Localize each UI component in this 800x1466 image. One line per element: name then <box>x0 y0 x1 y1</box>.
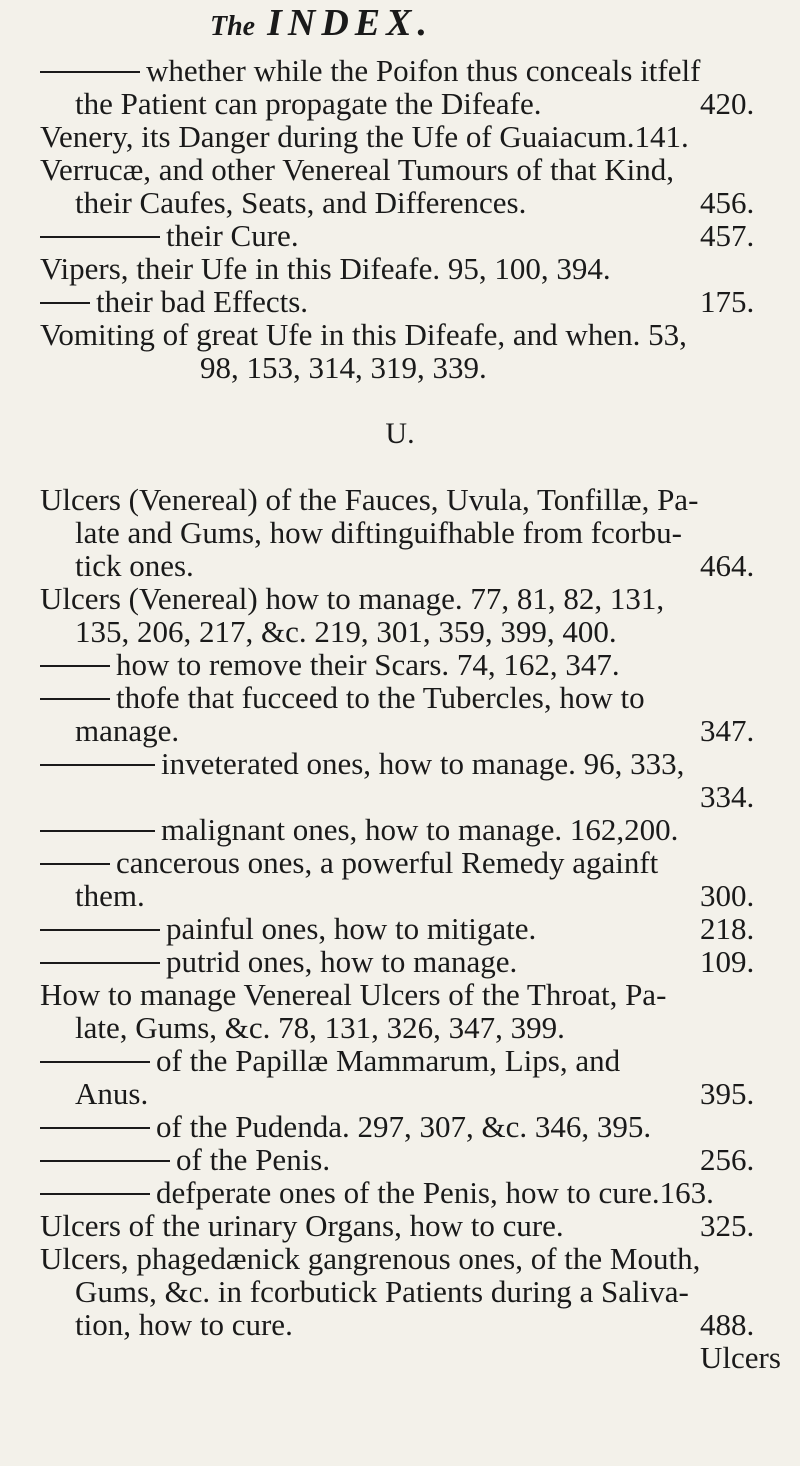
index-line <box>0 648 800 681</box>
index-entry-text: the Patient can propagate the Difeafe. <box>75 86 542 121</box>
index-entry-text: of the Penis. <box>40 1143 330 1176</box>
page-number: 456. <box>700 185 755 220</box>
index-entry-text: of the Pudenda. 297, 307, &c. 346, 395. <box>40 1110 651 1143</box>
ditto-dash <box>40 71 140 73</box>
index-line <box>0 780 800 813</box>
index-line <box>0 417 800 450</box>
index-entry-text: Venery, its Danger during the Ufe of Guaiacum.141. <box>40 119 689 154</box>
index-entry-text: Ulcers, phagedænick gangrenous ones, of the Mouth, <box>40 1241 701 1276</box>
index-entry-text: Vomiting of great Ufe in this Difeafe, and when. 53, <box>40 317 687 352</box>
ditto-dash <box>40 863 110 865</box>
index-line <box>0 252 800 285</box>
index-line <box>0 450 800 483</box>
ditto-dash <box>40 962 160 964</box>
index-entry-text: of the Papillæ Mammarum, Lips, and <box>40 1044 620 1077</box>
page-header <box>210 0 590 50</box>
index-entry-text: their bad Effects. <box>40 285 308 318</box>
index-entry-text: tick ones. <box>75 548 194 583</box>
index-line <box>0 912 800 945</box>
page-number: 256. <box>700 1142 755 1177</box>
index-line <box>0 153 800 186</box>
index-entry-text: how to remove their Scars. 74, 162, 347. <box>40 648 620 681</box>
page-number: 395. <box>700 1076 755 1111</box>
page-number: 175. <box>700 284 755 319</box>
ditto-dash <box>40 929 160 931</box>
catchword: Ulcers <box>700 1340 781 1375</box>
index-entry-text: Verrucæ, and other Venereal Tumours of that Kind, <box>40 152 674 187</box>
index-line <box>0 54 800 87</box>
page-number: 420. <box>700 86 755 121</box>
index-line <box>0 285 800 318</box>
ditto-dash <box>40 1127 150 1129</box>
index-line <box>0 219 800 252</box>
ditto-dash <box>40 665 110 667</box>
ditto-dash <box>40 236 160 238</box>
index-entry-text: late and Gums, how diftinguifhable from fcorbu- <box>75 515 682 550</box>
index-entry-text: 98, 153, 314, 319, 339. <box>200 350 487 385</box>
index-line <box>0 1110 800 1143</box>
index-entry-text: cancerous ones, a powerful Remedy againft <box>40 846 658 879</box>
ditto-dash <box>40 1061 150 1063</box>
page-number: 325. <box>700 1208 755 1243</box>
index-entry-text: Ulcers of the urinary Organs, how to cure. <box>40 1208 564 1243</box>
index-entry-text: Vipers, their Ufe in this Difeafe. 95, 100, 394. <box>40 251 611 286</box>
index-line <box>0 846 800 879</box>
index-line <box>0 1143 800 1176</box>
page-number: 464. <box>700 548 755 583</box>
index-line <box>0 1209 800 1242</box>
page-number: 347. <box>700 713 755 748</box>
index-entry-text: their Caufes, Seats, and Differences. <box>75 185 527 220</box>
index-line <box>0 813 800 846</box>
index-line <box>0 1275 800 1308</box>
index-entry-text: whether while the Poifon thus conceals itfelf <box>40 54 700 87</box>
index-entry-text: malignant ones, how to manage. 162,200. <box>40 813 678 846</box>
index-line <box>0 483 800 516</box>
header-the: The <box>210 11 256 42</box>
header-index: INDEX. <box>267 2 433 44</box>
index-line <box>0 978 800 1011</box>
index-line <box>0 1308 800 1341</box>
index-line <box>0 318 800 351</box>
index-entry-text: How to manage Venereal Ulcers of the Throat, Pa- <box>40 977 667 1012</box>
index-line <box>0 714 800 747</box>
index-line <box>0 120 800 153</box>
index-line <box>0 1242 800 1275</box>
index-line <box>0 87 800 120</box>
index-entry-text: Ulcers (Venereal) how to manage. 77, 81, 82, 131, <box>40 581 665 616</box>
ditto-dash <box>40 830 155 832</box>
index-entry-text: their Cure. <box>40 219 299 252</box>
index-line <box>0 747 800 780</box>
index-line <box>0 879 800 912</box>
index-entry-text: 135, 206, 217, &c. 219, 301, 359, 399, 400. <box>75 614 617 649</box>
index-entry-text: manage. <box>75 713 180 748</box>
page-number: 300. <box>700 878 755 913</box>
page-number: 109. <box>700 944 755 979</box>
index-body <box>0 54 800 1374</box>
index-line <box>0 681 800 714</box>
index-entry-text: Ulcers (Venereal) of the Fauces, Uvula, Tonfillæ, Pa- <box>40 482 699 517</box>
index-entry-text: defperate ones of the Penis, how to cure.163. <box>40 1176 714 1209</box>
index-line <box>0 1176 800 1209</box>
page-number: 488. <box>700 1307 755 1342</box>
page-number: 457. <box>700 218 755 253</box>
index-line <box>0 351 800 384</box>
index-entry-text: late, Gums, &c. 78, 131, 326, 347, 399. <box>75 1010 565 1045</box>
index-line <box>0 384 800 417</box>
index-line <box>0 1077 800 1110</box>
page-number: 218. <box>700 911 755 946</box>
index-line <box>0 516 800 549</box>
page-number: 334. <box>700 779 755 814</box>
index-entry-text: putrid ones, how to manage. <box>40 945 517 978</box>
ditto-dash <box>40 302 90 304</box>
index-entry-text: them. <box>75 878 145 913</box>
catchword-line <box>0 1341 800 1374</box>
index-line <box>0 1044 800 1077</box>
index-entry-text: tion, how to cure. <box>75 1307 293 1342</box>
section-letter: U. <box>385 417 415 450</box>
index-line <box>0 582 800 615</box>
ditto-dash <box>40 1160 170 1162</box>
index-entry-text: Anus. <box>75 1076 149 1111</box>
ditto-dash <box>40 1193 150 1195</box>
index-entry-text: Gums, &c. in fcorbutick Patients during a Saliva- <box>75 1274 689 1309</box>
index-line <box>0 945 800 978</box>
index-line <box>0 615 800 648</box>
index-line <box>0 549 800 582</box>
index-entry-text: thofe that fucceed to the Tubercles, how to <box>40 681 645 714</box>
index-line <box>0 1011 800 1044</box>
index-entry-text: inveterated ones, how to manage. 96, 333, <box>40 747 684 780</box>
ditto-dash <box>40 764 155 766</box>
ditto-dash <box>40 698 110 700</box>
index-entry-text: painful ones, how to mitigate. <box>40 912 536 945</box>
index-line <box>0 186 800 219</box>
